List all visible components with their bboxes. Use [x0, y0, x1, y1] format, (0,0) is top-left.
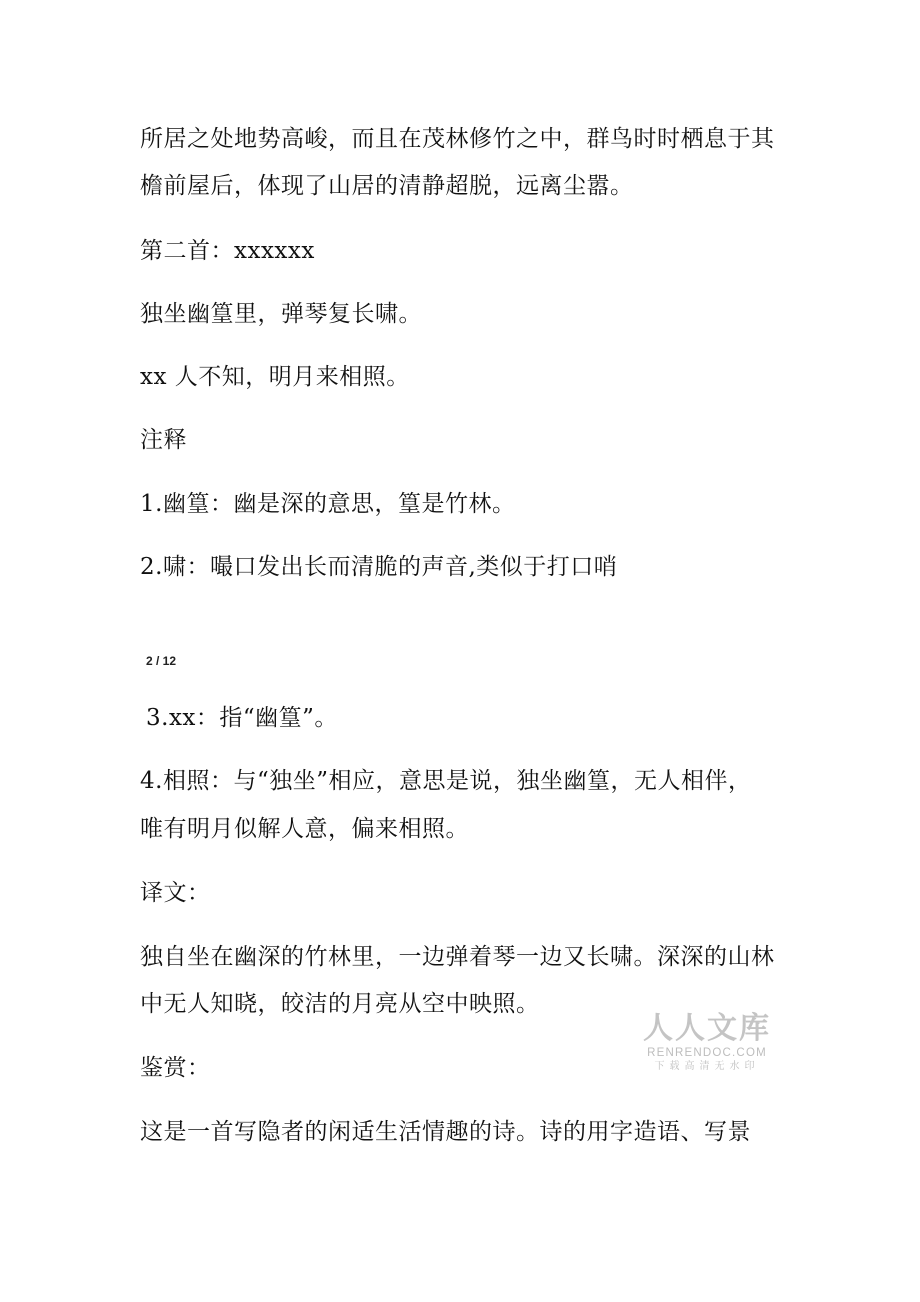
watermark-domain: RENRENDOC.COM	[647, 1047, 767, 1059]
notes-heading: 注释	[140, 427, 187, 453]
watermark-logo	[640, 1012, 774, 1074]
poem-line: xx 人不知，明月来相照。	[140, 364, 410, 390]
note-item: 3.xx：指“幽篁”。	[146, 705, 338, 731]
appreciation-heading: 鉴赏：	[140, 1055, 211, 1081]
translation-line: 独自坐在幽深的竹林里，一边弹着琴一边又长啸。深深的山林	[140, 944, 775, 970]
translation-line: 中无人知晓，皎洁的月亮从空中映照。	[140, 991, 540, 1017]
note-item: 唯有明月似解人意，偏来相照。	[140, 816, 469, 842]
page-indicator: 2 / 12	[146, 654, 177, 668]
note-item: 4.相照：与“独坐”相应，意思是说，独坐幽篁，无人相伴，	[140, 768, 752, 794]
note-item: 2.啸：嘬口发出长而清脆的声音,类似于打口哨	[140, 554, 618, 580]
translation-heading: 译文：	[140, 880, 211, 906]
text-line: 檐前屋后，体现了山居的清静超脱，远离尘嚣。	[140, 173, 634, 199]
section-heading: 第二首：xxxxxx	[140, 238, 315, 264]
appreciation-line: 这是一首写隐者的闲适生活情趣的诗。诗的用字造语、写景	[140, 1119, 751, 1145]
text-line: 所居之处地势高峻，而且在茂林修竹之中，群鸟时时栖息于其	[140, 126, 775, 152]
watermark-title: 人人文库	[643, 1012, 771, 1045]
note-item: 1.幽篁：幽是深的意思，篁是竹林。	[140, 491, 516, 517]
poem-line: 独坐幽篁里，弹琴复长啸。	[140, 301, 422, 327]
watermark-subtitle: 下载高清无水印	[654, 1061, 760, 1072]
